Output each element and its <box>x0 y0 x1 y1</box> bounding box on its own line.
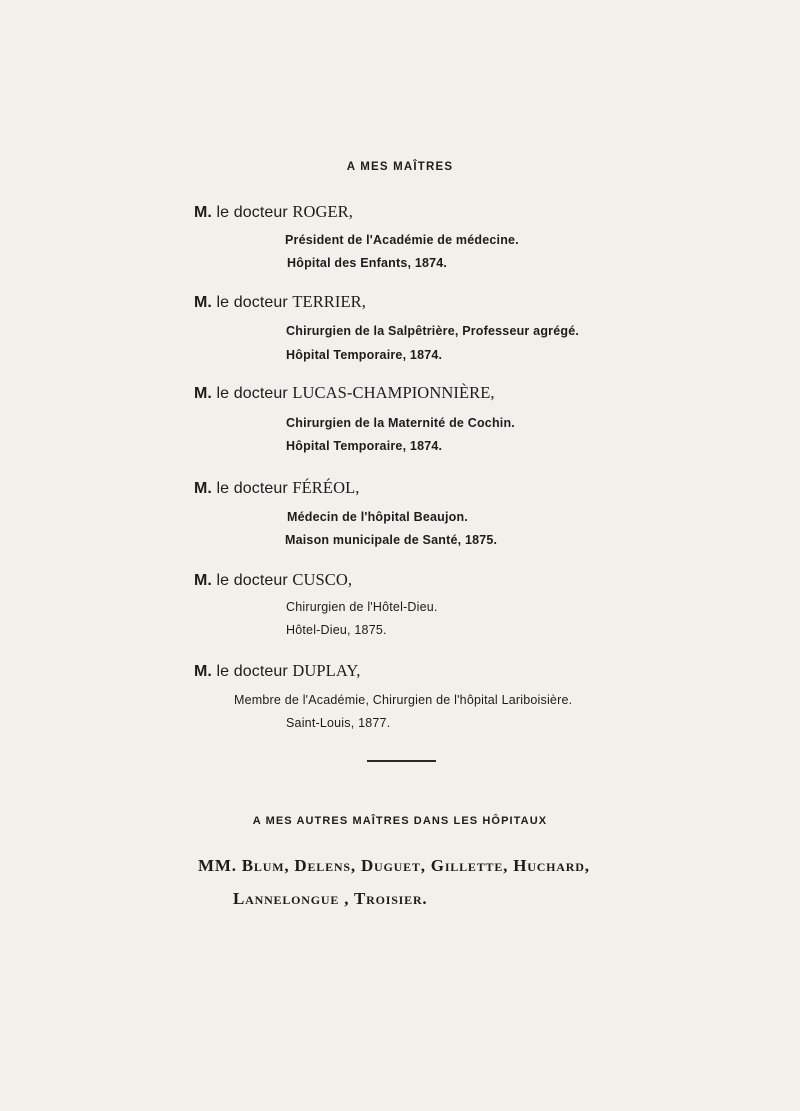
master-position: Chirurgien de la Salpêtrière, Professeur agrégé. <box>286 324 580 338</box>
others-names-line-1: MM. Blum, Delens, Duguet, Gillette, Huchard, <box>198 856 590 875</box>
master-service: Hôpital Temporaire, 1874. <box>286 348 443 362</box>
others-names-line-2: Lannelongue , Troisier. <box>233 889 428 908</box>
master-position: Membre de l'Académie, Chirurgien de l'hôpital Lariboisière. <box>234 693 573 707</box>
name-title: le docteur <box>216 204 288 221</box>
name-title: le docteur <box>216 663 288 680</box>
master-name <box>194 478 360 498</box>
name-prefix: M. <box>194 385 212 402</box>
master-position: Président de l'Académie de médecine. <box>285 233 519 247</box>
master-name <box>194 202 353 222</box>
name-title: le docteur <box>216 385 288 402</box>
others-heading: A MES AUTRES MAÎTRES DANS LES HÔPITAUX <box>252 815 548 827</box>
name-prefix: M. <box>194 572 212 589</box>
name-prefix: M. <box>194 663 212 680</box>
name-surname: FÉRÉOL, <box>292 478 360 497</box>
name-title: le docteur <box>216 572 288 589</box>
name-surname: CUSCO, <box>292 570 353 589</box>
master-service: Saint-Louis, 1877. <box>286 716 391 730</box>
master-position: Médecin de l'hôpital Beaujon. <box>287 510 469 524</box>
name-title: le docteur <box>216 480 288 497</box>
master-service: Hôtel-Dieu, 1875. <box>286 623 387 637</box>
master-position: Chirurgien de l'Hôtel-Dieu. <box>286 600 438 614</box>
name-surname: LUCAS-CHAMPIONNIÈRE, <box>292 383 495 402</box>
master-name <box>194 292 366 312</box>
master-name <box>194 661 360 681</box>
dedication-heading: A MES MAÎTRES <box>346 161 454 173</box>
name-prefix: M. <box>194 294 212 311</box>
master-service: Maison municipale de Santé, 1875. <box>285 533 498 547</box>
name-title: le docteur <box>216 294 288 311</box>
master-name <box>194 570 352 590</box>
section-divider <box>367 760 436 762</box>
name-prefix: M. <box>194 480 212 497</box>
name-surname: ROGER, <box>292 202 353 221</box>
master-service: Hôpital des Enfants, 1874. <box>287 256 448 270</box>
name-surname: TERRIER, <box>292 292 367 311</box>
name-prefix: M. <box>194 204 212 221</box>
master-position: Chirurgien de la Maternité de Cochin. <box>286 416 515 430</box>
master-name <box>194 383 495 403</box>
master-service: Hôpital Temporaire, 1874. <box>286 439 443 453</box>
name-surname: DUPLAY, <box>292 661 361 680</box>
